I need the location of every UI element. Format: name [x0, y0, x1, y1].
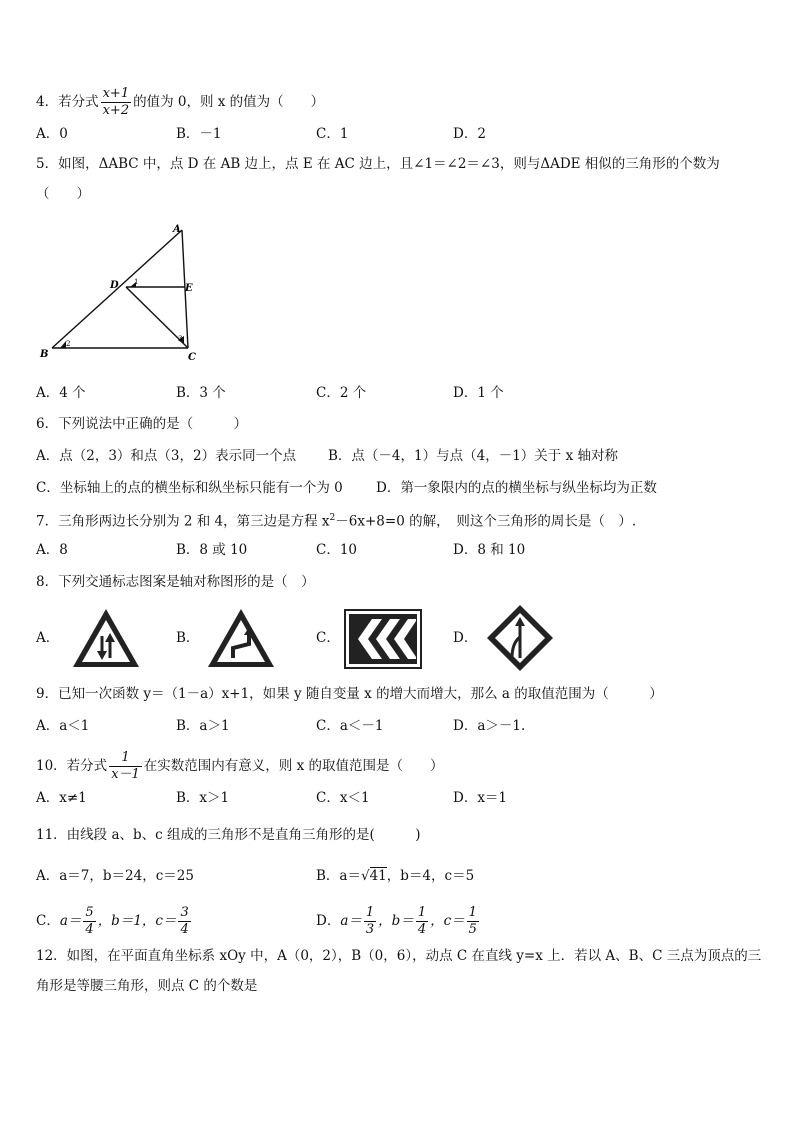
q6-option-a[interactable]: A．点（2，3）和点（3，2）表示同一个点 — [36, 448, 297, 464]
q5-option-d[interactable]: D．1 个 — [453, 385, 504, 401]
sqrt-symbol: √ — [360, 868, 370, 884]
q4-option-c[interactable]: C．1 — [316, 126, 349, 142]
vertex-label-b: B — [40, 349, 49, 360]
q7-option-c[interactable]: C．10 — [316, 542, 358, 558]
q10-option-b[interactable]: B．x＞1 — [176, 790, 230, 806]
q5-option-a[interactable]: A．4 个 — [36, 385, 86, 401]
q11-option-c[interactable]: C．a＝ $\frac{5}{4}$ ，b＝1，c＝ $\frac{3}{4}$ — [36, 905, 189, 937]
q9-option-a[interactable]: A．a＜1 — [36, 718, 90, 734]
angle-label-2: 2 — [66, 340, 71, 348]
q8-option-c[interactable]: C． — [316, 630, 340, 646]
vertex-label-a: A — [173, 224, 181, 235]
q6-option-d[interactable]: D．第一象限内的点的横坐标与纵坐标均为正数 — [376, 480, 657, 496]
q8-stem: 8．下列交通标志图案是轴对称图形的是（ ） — [36, 574, 315, 590]
sign-chevron-left-icon[interactable] — [344, 609, 422, 669]
q5-option-c[interactable]: C．2 个 — [316, 385, 367, 401]
q9-option-b[interactable]: B．a＞1 — [176, 718, 230, 734]
q7-stem: 7．三角形两边长分别为 2 和 4，第三边是方程 $x^2-6x+8=0$ 的解， 则这个三角形的周长是（ ）. — [36, 513, 637, 530]
q7-option-d[interactable]: D．8 和 10 — [453, 542, 526, 558]
q5-option-b[interactable]: B．3 个 — [176, 385, 226, 401]
q6-option-b[interactable]: B．点（－4，1）与点（4，－1）关于 x 轴对称 — [328, 448, 618, 464]
angle-label-1: 1 — [134, 278, 139, 286]
q11-stem: 11．由线段 a、b、c 组成的三角形不是直角三角形的是( ) — [36, 827, 421, 843]
sign-merge-lane-icon[interactable] — [485, 603, 555, 673]
q8-option-d[interactable]: D． — [453, 630, 478, 646]
q10-fraction: $\frac{1}{x-1}$ — [111, 750, 140, 782]
q6-option-c[interactable]: C．坐标轴上的点的横坐标和纵坐标只能有一个为 0 — [36, 480, 343, 496]
q11-option-a[interactable]: A．a＝7，b＝24，c＝25 — [36, 868, 194, 884]
angle-label-3: 3 — [178, 335, 183, 343]
q9-option-c[interactable]: C．a＜－1 — [316, 718, 384, 734]
q8-option-a[interactable]: A． — [36, 630, 60, 646]
q12-stem-line1: 12．如图，在平面直角坐标系 xOy 中，A（0，2），B（0，6），动点 C 在直线 y=x 上．若以 A、B、C 三点为顶点的三 — [36, 948, 762, 964]
q4-option-a[interactable]: A．0 — [36, 126, 68, 142]
q5-paren: （ ） — [36, 186, 90, 202]
sign-winding-road-icon[interactable] — [205, 606, 277, 670]
q10-option-c[interactable]: C．x＜1 — [316, 790, 370, 806]
q4-option-d[interactable]: D．2 — [453, 126, 486, 142]
vertex-label-e: E — [185, 283, 193, 294]
q8-option-b[interactable]: B． — [176, 630, 200, 646]
q5-triangle-figure — [36, 220, 206, 365]
q9-option-d[interactable]: D．a＞－1. — [453, 718, 526, 734]
vertex-label-c: C — [188, 352, 196, 363]
q11-option-d[interactable]: D．a＝ $\frac{1}{3}$ ，b＝ $\frac{1}{4}$ ，c＝ $\frac{1}{5}$ — [316, 905, 477, 937]
q10-option-a[interactable]: A．x≠1 — [36, 790, 87, 806]
q11-option-b[interactable]: B．a＝√41，b＝4，c＝5 — [316, 868, 475, 884]
vertex-label-d: D — [110, 280, 119, 291]
q10-stem: 10．若分式 $\frac{1}{x-1}$ 在实数范围内有意义，则 x 的取值范围是（ ） — [36, 750, 444, 782]
q6-stem: 6．下列说法中正确的是（ ） — [36, 416, 248, 432]
q7-option-a[interactable]: A．8 — [36, 542, 68, 558]
q5-stem: 5．如图，ΔABC 中，点 D 在 AB 边上，点 E 在 AC 边上，且∠1＝∠2＝∠3，则与ΔADE 相似的三角形的个数为 — [36, 156, 720, 172]
q10-option-d[interactable]: D．x＝1 — [453, 790, 508, 806]
q9-stem: 9．已知一次函数 y＝（1－a）x+1，如果 y 随自变量 x 的增大而增大，那么 a 的取值范围为（ ） — [36, 686, 663, 702]
q12-stem-line2: 角形是等腰三角形，则点 C 的个数是 — [36, 978, 258, 994]
q7-option-b[interactable]: B．8 或 10 — [176, 542, 248, 558]
q4-option-b[interactable]: B．－1 — [176, 126, 222, 142]
q4-fraction: $\frac{x+1}{x+2}$ — [102, 86, 130, 118]
sign-two-way-traffic-icon[interactable] — [70, 606, 142, 670]
q4-stem: 4．若分式 $\frac{x+1}{x+2}$ 的值为 0，则 x 的值为（ ） — [36, 86, 325, 118]
